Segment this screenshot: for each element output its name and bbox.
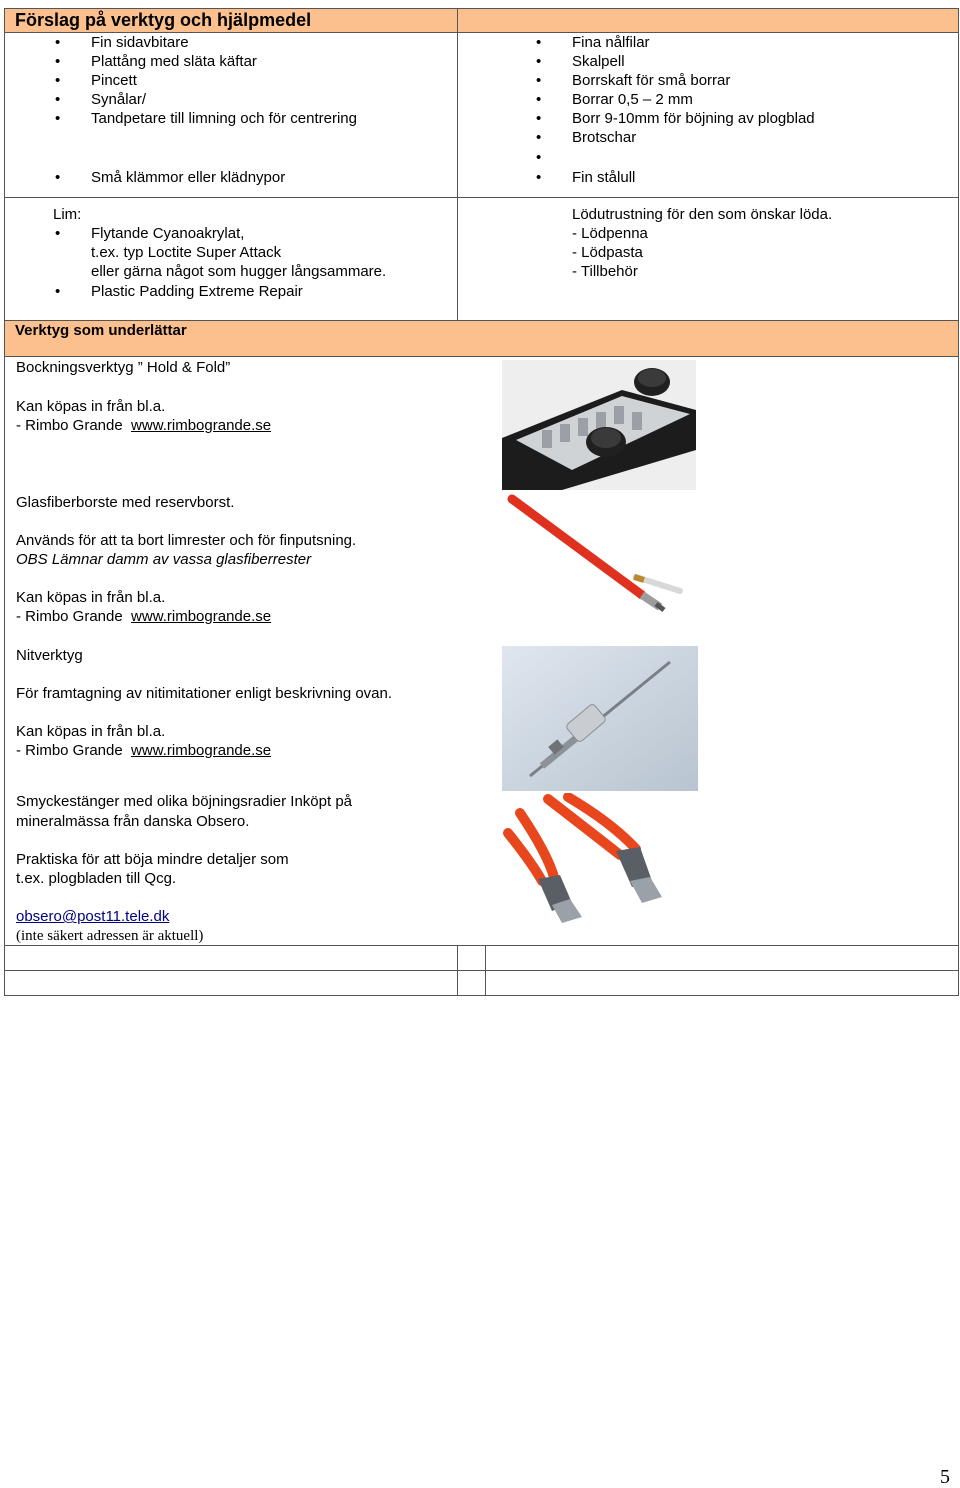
email-note: (inte säkert adressen är aktuell) <box>16 928 204 944</box>
pliers-image <box>502 793 682 927</box>
vendor-prefix: - Rimbo Grande <box>16 742 132 759</box>
table-border-left <box>4 8 5 996</box>
tool-name: Nitverktyg <box>16 647 83 664</box>
list-item: • Fin stålull <box>572 168 635 187</box>
list-item: • Plastic Padding Extreme Repair <box>91 282 303 301</box>
tool-name: Bockningsverktyg ” Hold & Fold” <box>16 359 231 376</box>
glue-heading: Lim: <box>53 206 82 223</box>
page-title: Förslag på verktyg och hjälpmedel <box>15 10 312 30</box>
vendor-line <box>16 416 271 435</box>
solder-item: - Tillbehör <box>572 263 638 280</box>
rivet-tool-image <box>502 646 698 791</box>
list-item: • Skalpell <box>572 52 625 71</box>
table-border-right <box>958 8 959 996</box>
list-item: • Pincett <box>91 71 137 90</box>
tool-desc: Smyckestänger med olika böjningsradier Inköpt på <box>16 793 353 810</box>
table-col-divider <box>485 945 486 996</box>
list-item: • Synålar/ <box>91 90 146 109</box>
solder-item: - Lödpasta <box>572 244 643 261</box>
vendor-prefix: - Rimbo Grande <box>16 608 132 625</box>
tool-desc: Praktiska för att böja mindre detaljer som <box>16 851 289 868</box>
tool-desc: mineralmässa från danska Obsero. <box>16 813 250 830</box>
tool-use: Används för att ta bort limrester och för finputsning. <box>16 532 357 549</box>
list-item: • Borrskaft för små borrar <box>572 71 730 90</box>
list-item: • Flytande Cyanoakrylat, <box>91 224 244 243</box>
list-item: • Fina nålfilar <box>572 33 650 52</box>
vendor-link[interactable]: www.rimbogrande.se <box>131 417 272 434</box>
list-item: • Borr 9-10mm för böjning av plogblad <box>572 109 815 128</box>
buy-info: Kan köpas in från bl.a. <box>16 398 166 415</box>
list-item: • Brotschar <box>572 128 636 147</box>
vendor-line <box>16 607 271 626</box>
vendor-line <box>16 741 271 760</box>
solder-item: - Lödpenna <box>572 225 648 242</box>
table-col-divider <box>457 945 458 996</box>
vendor-prefix: - Rimbo Grande <box>16 417 132 434</box>
list-item: • Fin sidavbitare <box>91 33 189 52</box>
list-item: • Borrar 0,5 – 2 mm <box>572 90 693 109</box>
list-item: • Små klämmor eller klädnypor <box>91 168 285 187</box>
buy-info: Kan köpas in från bl.a. <box>16 589 166 606</box>
tool-desc: t.ex. plogbladen till Qcg. <box>16 870 177 887</box>
fiberglass-brush-image <box>502 491 692 623</box>
buy-info: Kan köpas in från bl.a. <box>16 723 166 740</box>
table-col-divider <box>457 8 458 320</box>
list-item: • Plattång med släta käftar <box>91 52 257 71</box>
list-item: • Tandpetare till limning och för centrering <box>91 109 357 128</box>
table-border-bottom <box>4 995 959 996</box>
table-line <box>4 970 959 971</box>
tool-warning: OBS Lämnar damm av vassa glasfiberrester <box>16 551 312 568</box>
email-line <box>16 907 169 926</box>
list-item-continued: eller gärna något som hugger långsammare. <box>91 263 387 280</box>
email-link[interactable]: obsero@post11.tele.dk <box>16 908 170 925</box>
section-title: Verktyg som underlättar <box>15 322 187 339</box>
tool-name: Glasfiberborste med reservborst. <box>16 494 235 511</box>
page-number: 5 <box>940 1466 950 1488</box>
vendor-link[interactable]: www.rimbogrande.se <box>131 608 272 625</box>
solder-heading: Lödutrustning för den som önskar löda. <box>572 206 833 223</box>
bending-tool-image <box>502 360 696 490</box>
table-line <box>4 356 959 357</box>
list-item-continued: t.ex. typ Loctite Super Attack <box>91 244 282 261</box>
tool-use: För framtagning av nitimitationer enligt beskrivning ovan. <box>16 685 393 702</box>
vendor-link[interactable]: www.rimbogrande.se <box>131 742 272 759</box>
table-line <box>4 197 959 198</box>
